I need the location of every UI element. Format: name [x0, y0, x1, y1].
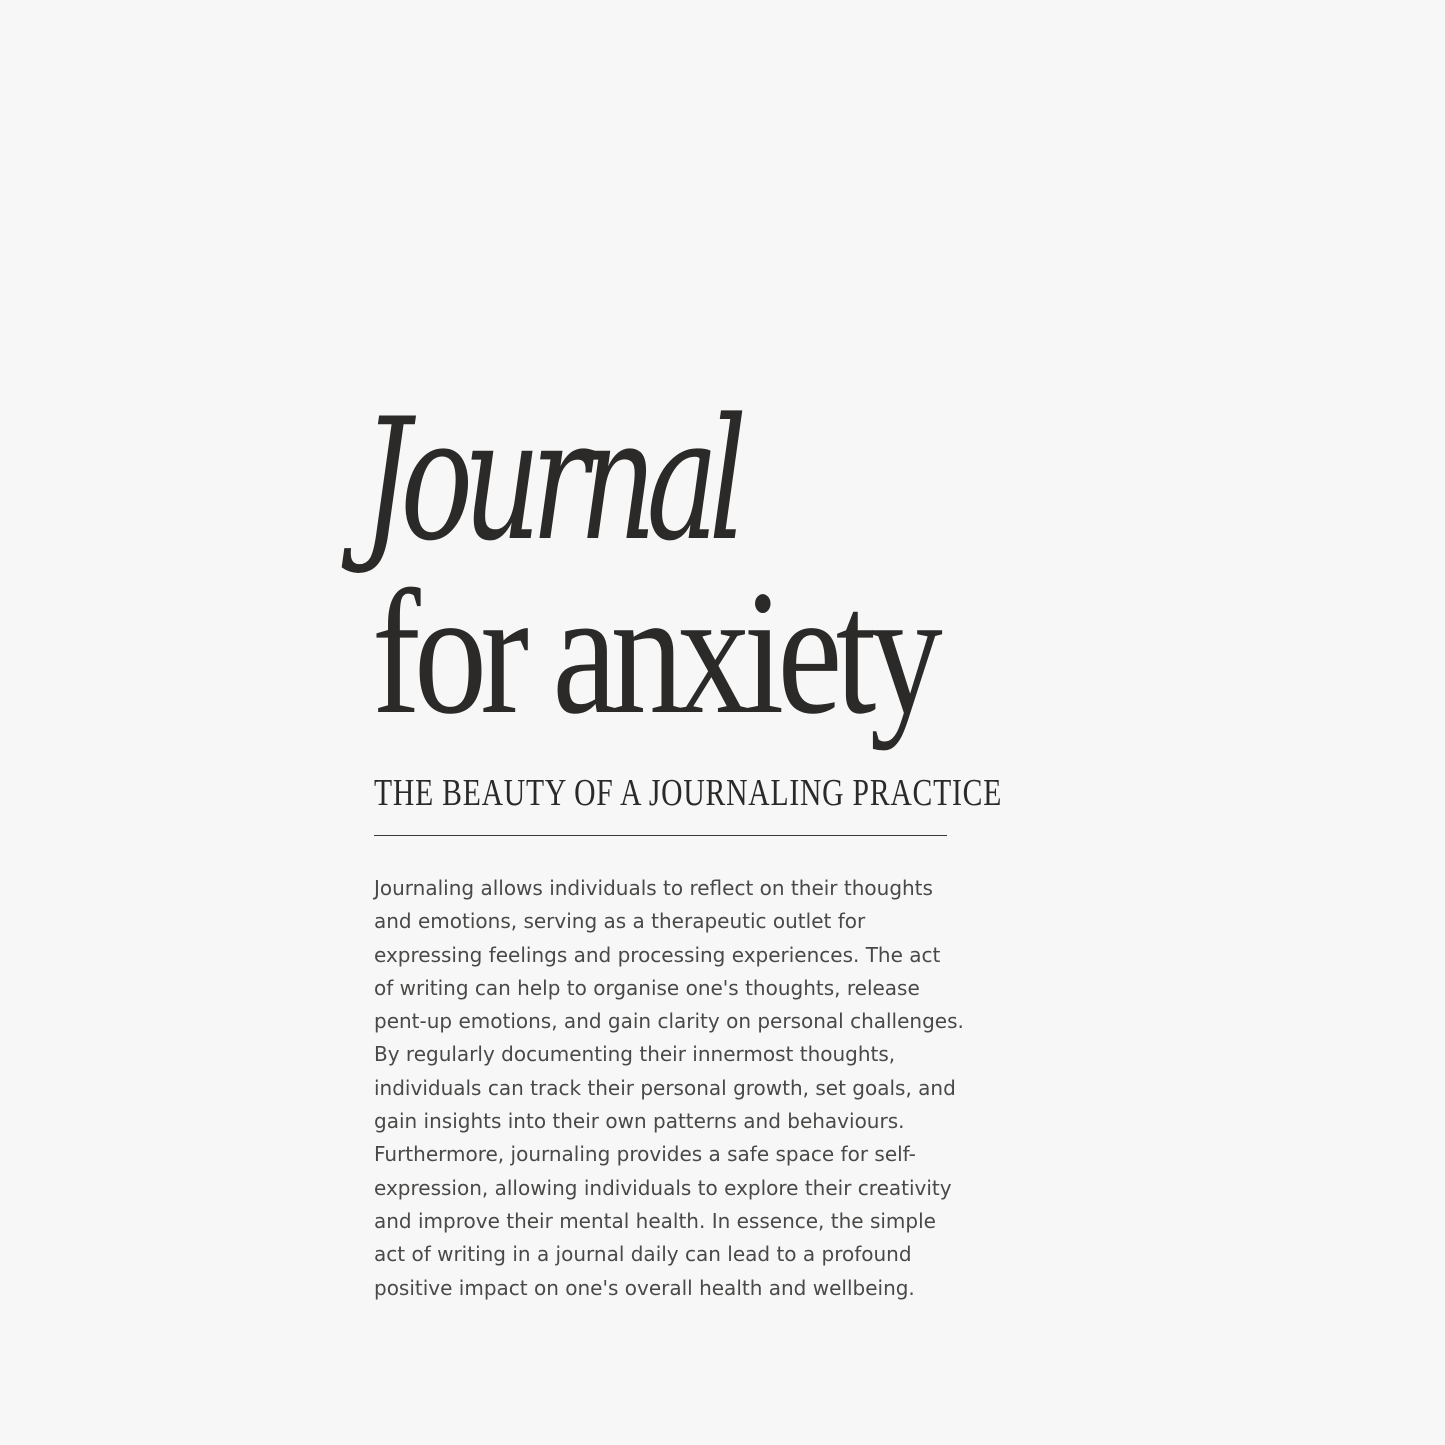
- divider: [374, 835, 947, 836]
- body-paragraph: Journaling allows individuals to reflect on their thoughts and emotions, serving as a therapeutic outlet for expressing feelings and processing experiences. The act of writing can help to organise one's thoughts, release pent-up emotions, and gain clarity on personal challenges. By regularly documenting their innermost thoughts, individuals can track their personal growth, set goals, and gain insights into their own patterns and behaviours. Furthermore, journaling provides a safe space for self-expression, allowing individuals to explore their creativity and improve their mental health. In essence, the simple act of writing in a journal daily can lead to a profound positive impact on one's overall health and wellbeing.: [374, 876, 964, 1300]
- article: [362, 382, 1034, 1325]
- subtitle: THE BEAUTY OF A JOURNALING PRACTICE: [374, 772, 1003, 814]
- title-line-1: Journal: [362, 382, 738, 578]
- title-line-2: for anxiety: [372, 553, 937, 751]
